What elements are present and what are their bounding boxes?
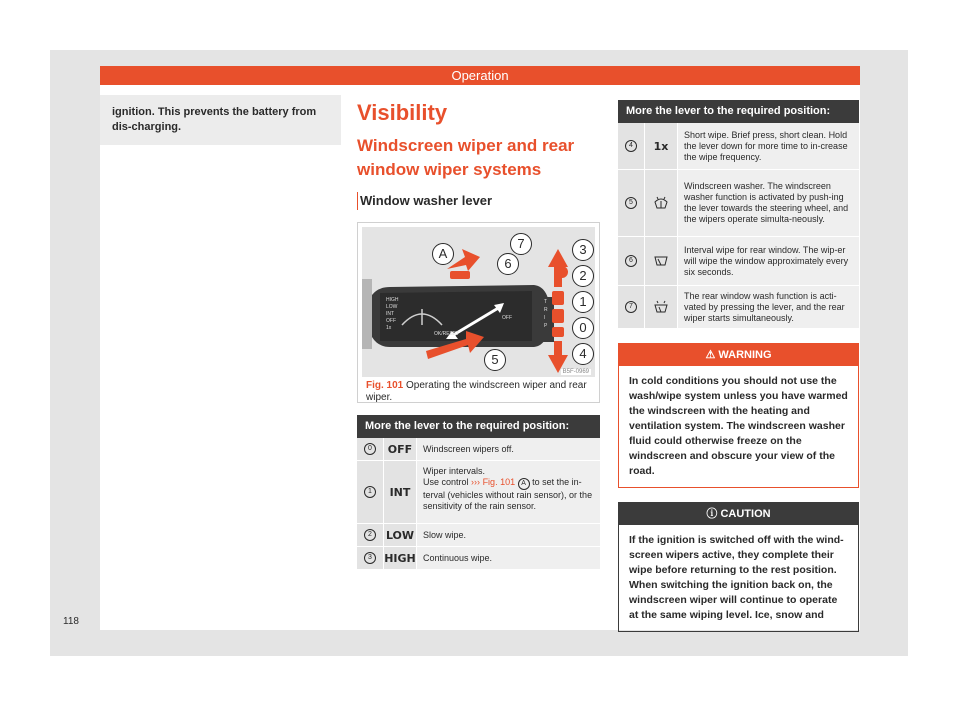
figure-code: B5F-0969 bbox=[562, 369, 589, 375]
middle-column bbox=[357, 100, 600, 570]
section-subtitle: Windscreen wiper and rear window wiper systems bbox=[357, 136, 575, 179]
lever-label-rear-off: OFF bbox=[502, 315, 512, 321]
caution-title: CAUTION bbox=[720, 508, 771, 520]
lever-label-ok-reset: OK/RESET bbox=[434, 331, 460, 337]
table-row bbox=[618, 123, 859, 170]
row-symbol: LOW bbox=[384, 524, 416, 546]
row-text: The rear window wash function is acti-vated by pressing the lever, and the rear wiper starts simultaneously. bbox=[678, 286, 859, 328]
caution-box bbox=[618, 502, 859, 632]
figure-reference-arrow: ››› bbox=[471, 477, 481, 487]
row-text-line: to set the in-terval (vehicles without rain sensor), or the sensitivity of the rain sensor. bbox=[423, 477, 593, 511]
row-text: Windscreen wipers off. bbox=[417, 438, 600, 460]
figure-caption bbox=[366, 380, 594, 404]
figure-caption-text: Operating the windscreen wiper and rear wiper. bbox=[366, 380, 587, 403]
callout-4: 4 bbox=[572, 343, 594, 365]
continued-note: ignition. This prevents the battery from dis-charging. bbox=[100, 95, 341, 145]
row-number: 0 bbox=[364, 443, 376, 455]
row-number: 2 bbox=[364, 529, 376, 541]
row-text: Short wipe. Brief press, short clean. Hold the lever down for more time to in-crease the wipe frequency. bbox=[678, 123, 859, 169]
callout-a: A bbox=[432, 243, 454, 265]
row-number: 1 bbox=[364, 486, 376, 498]
warning-icon: ⚠ bbox=[705, 349, 716, 361]
table-row bbox=[618, 286, 859, 329]
subsection-title: Window washer lever bbox=[357, 192, 600, 210]
row-text-line: Wiper intervals. bbox=[423, 466, 486, 476]
callout-5: 5 bbox=[484, 349, 506, 371]
page-header: Operation bbox=[100, 66, 860, 85]
windscreen-washer-icon bbox=[645, 170, 677, 236]
table-row bbox=[618, 170, 859, 237]
lever-label-trip-p: P bbox=[544, 323, 548, 329]
lever-label-trip-r: R bbox=[544, 307, 548, 313]
row-text: Continuous wipe. bbox=[417, 547, 600, 569]
lever-label-int: INT bbox=[386, 311, 395, 317]
lever-positions-table-continued bbox=[618, 100, 859, 329]
rear-wiper-icon bbox=[645, 237, 677, 285]
warning-title: WARNING bbox=[718, 349, 772, 361]
row-symbol: OFF bbox=[384, 438, 416, 460]
left-column bbox=[100, 95, 341, 145]
callout-1: 1 bbox=[572, 291, 594, 313]
table-row bbox=[357, 547, 600, 570]
row-number: 5 bbox=[625, 197, 637, 209]
figure-reference-link[interactable]: Fig. 101 bbox=[482, 477, 516, 487]
callout-7: 7 bbox=[510, 233, 532, 255]
lever-label-off: OFF bbox=[386, 318, 396, 324]
page-number: 118 bbox=[63, 616, 79, 627]
row-symbol: INT bbox=[384, 461, 416, 523]
row-text-line: Use control bbox=[423, 477, 469, 487]
callout-3: 3 bbox=[572, 239, 594, 261]
callout-6: 6 bbox=[497, 253, 519, 275]
row-number: 3 bbox=[364, 552, 376, 564]
row-number: 7 bbox=[625, 301, 637, 313]
lever-label-low: LOW bbox=[386, 304, 398, 310]
lever-label-1x: 1x bbox=[386, 325, 392, 331]
row-number: 6 bbox=[625, 255, 637, 267]
row-symbol: HIGH bbox=[384, 547, 416, 569]
lever-label-high: HIGH bbox=[386, 297, 399, 303]
table-row bbox=[357, 461, 600, 524]
callout-reference: A bbox=[518, 478, 530, 490]
lever-positions-table bbox=[357, 415, 600, 570]
figure-image bbox=[362, 227, 595, 377]
figure-label: Fig. 101 bbox=[366, 380, 404, 391]
table-heading: More the lever to the required position: bbox=[357, 415, 600, 438]
section-title: Visibility bbox=[357, 100, 448, 125]
figure bbox=[357, 222, 600, 403]
callout-2: 2 bbox=[572, 265, 594, 287]
rear-washer-icon bbox=[645, 286, 677, 328]
right-column bbox=[618, 100, 859, 632]
row-text: Interval wipe for rear window. The wip-er will wipe the window approximately every six seconds. bbox=[678, 237, 859, 285]
caution-text: If the ignition is switched off with the wind-screen wipers active, they complete their wipe before returning to the rest position. When switching the ignition back on, the windscreen wiper will continue to operate at the same wiping level. Ice, snow and bbox=[629, 534, 844, 621]
table-row bbox=[618, 237, 859, 286]
row-number: 4 bbox=[625, 140, 637, 152]
warning-text: In cold conditions you should not use the wash/wipe system unless you have warmed the windscreen with the heating and ventilation system. The windscreen washer fluid could otherwise freeze on the windscreen and obscure your view of the road. bbox=[629, 375, 848, 477]
row-text: Windscreen washer. The windscreen washer function is activated by push-ing the lever towards the steering wheel, and the wipers operate simulta-neously. bbox=[678, 170, 859, 236]
info-icon: ⓘ bbox=[706, 508, 718, 520]
lever-label-trip-t: T bbox=[544, 299, 548, 305]
single-wipe-icon: 1x bbox=[645, 123, 677, 169]
table-row bbox=[357, 524, 600, 547]
warning-header bbox=[619, 344, 858, 366]
caution-header bbox=[619, 503, 858, 525]
row-text bbox=[417, 461, 600, 523]
row-text: Slow wipe. bbox=[417, 524, 600, 546]
warning-box bbox=[618, 343, 859, 488]
callout-0: 0 bbox=[572, 317, 594, 339]
lever-label-trip-i: I bbox=[544, 315, 546, 321]
table-row bbox=[357, 438, 600, 461]
table-heading: More the lever to the required position: bbox=[618, 100, 859, 123]
